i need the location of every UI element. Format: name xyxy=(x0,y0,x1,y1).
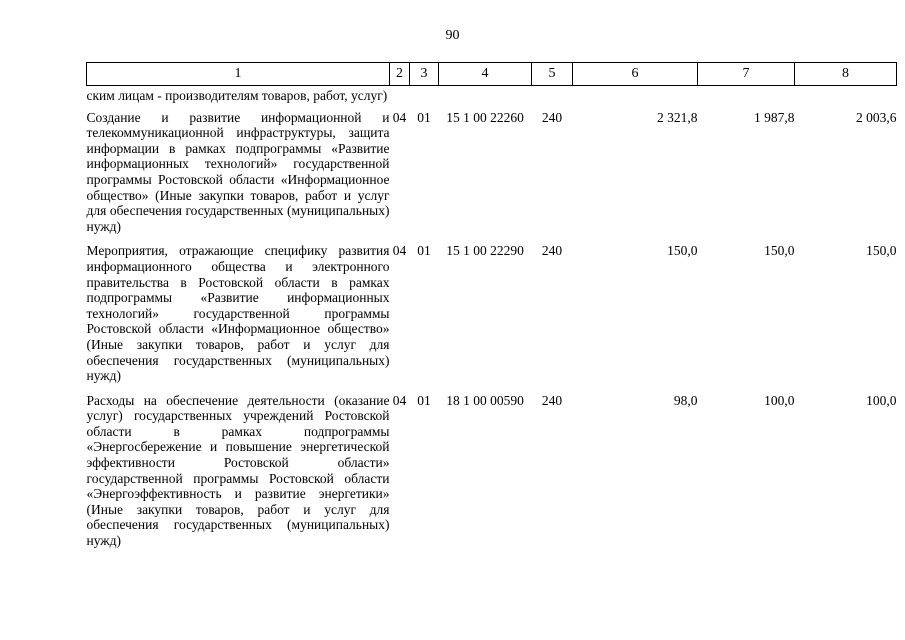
table-row xyxy=(87,243,897,392)
table-row xyxy=(87,393,897,558)
column-header: 5 xyxy=(532,63,573,86)
subsection-code: 01 xyxy=(417,392,431,408)
column-header: 7 xyxy=(698,63,795,86)
table-row xyxy=(87,86,897,110)
expense-type-code xyxy=(532,86,573,110)
expense-type-code: 240 xyxy=(541,392,563,408)
target-article-code: 18 1 00 00590 xyxy=(446,392,524,408)
target-article-code xyxy=(439,86,532,110)
amount-col8: 100,0 xyxy=(866,392,897,408)
subsection-code: 01 xyxy=(417,109,431,125)
section-code: 04 xyxy=(392,109,407,125)
column-header: 2 xyxy=(390,63,410,86)
row-description: Расходы на обеспечение деятельности (оказание услуг) государственных учреждений Ростовской области в рамках подпрограммы «Энергосбережение и повышение энергетической эффективности Ростовской области» государственной программы Ростовской области «Энергоэффективность и развитие энергетики» (Иные закупки товаров, работ и услуг для обеспечения государственных (муниципальных) нужд) xyxy=(86,392,390,549)
amount-col7: 1 987,8 xyxy=(754,109,795,125)
subsection-code xyxy=(410,86,439,110)
budget-table xyxy=(86,62,897,558)
amount-col6: 2 321,8 xyxy=(657,109,698,125)
section-code: 04 xyxy=(392,392,407,408)
row-description: Создание и развитие информационной и телекоммуникационной инфраструктуры, защита информации в рамках подпрограммы «Развитие информационных технологий» государственной программы Ростовской области «Информационное общество» (Иные закупки товаров, работ и услуг для обеспечения государственных (муниципальных) нужд) xyxy=(86,109,390,234)
amount-col8 xyxy=(795,86,897,110)
table-header-row xyxy=(87,63,897,86)
column-header: 6 xyxy=(573,63,698,86)
amount-col6 xyxy=(573,86,698,110)
column-header: 4 xyxy=(439,63,532,86)
target-article-code: 15 1 00 22290 xyxy=(446,243,524,259)
amount-col6: 150,0 xyxy=(667,243,698,259)
amount-col7 xyxy=(698,86,795,110)
section-code xyxy=(390,86,410,110)
amount-col8: 150,0 xyxy=(866,243,897,259)
column-header: 3 xyxy=(410,63,439,86)
amount-col6: 98,0 xyxy=(673,392,698,408)
amount-col8: 2 003,6 xyxy=(856,109,897,125)
row-description: ским лицам - производителям товаров, работ, услуг) xyxy=(86,88,388,103)
row-description: Мероприятия, отражающие специфику развития информационного общества и электронного правительства в Ростовской области в рамках подпрограммы «Развитие информационных технологий» государственной программы Ростовской области «Информационное общество» (Иные закупки товаров, работ и услуг для обеспечения государственных (муниципальных) нужд) xyxy=(86,243,390,384)
table-row xyxy=(87,110,897,244)
expense-type-code: 240 xyxy=(541,243,563,259)
expense-type-code: 240 xyxy=(541,109,563,125)
target-article-code: 15 1 00 22260 xyxy=(446,109,524,125)
amount-col7: 150,0 xyxy=(764,243,795,259)
column-header: 8 xyxy=(795,63,897,86)
subsection-code: 01 xyxy=(417,243,431,259)
section-code: 04 xyxy=(392,243,407,259)
column-header: 1 xyxy=(87,63,390,86)
amount-col7: 100,0 xyxy=(764,392,795,408)
page-number: 90 xyxy=(445,28,460,43)
